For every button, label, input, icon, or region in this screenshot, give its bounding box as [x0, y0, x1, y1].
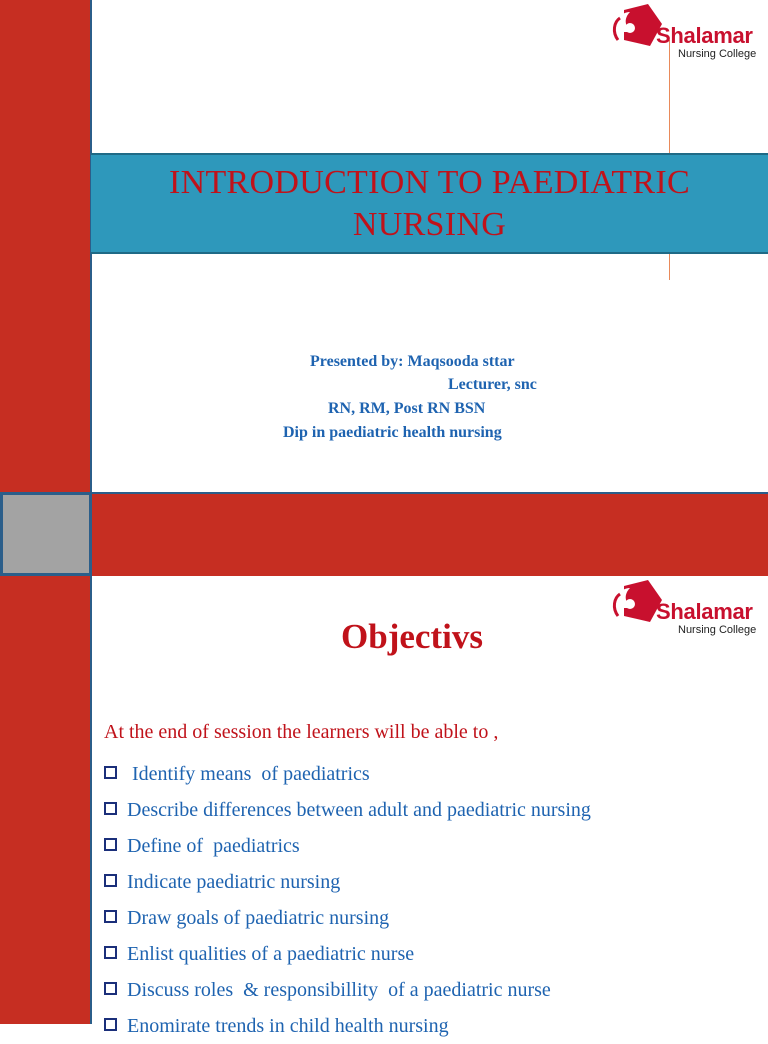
left-red-bar	[0, 576, 90, 1024]
list-item	[104, 792, 591, 828]
slide-title: Objectivs	[341, 617, 483, 656]
logo-name: Shalamar	[656, 23, 753, 48]
objective-text: Enomirate trends in child health nursing	[127, 1014, 449, 1037]
list-item	[104, 864, 591, 900]
slide-title-line-2: NURSING	[352, 205, 507, 243]
checkbox-bullet-icon	[104, 802, 117, 815]
title-box	[91, 153, 768, 254]
objectives-list	[104, 756, 591, 1044]
left-red-bar	[0, 0, 90, 492]
list-item	[104, 936, 591, 972]
presenter-diploma: Dip in paediatric health nursing	[283, 424, 502, 441]
logo-subtitle: Nursing College	[678, 48, 757, 60]
checkbox-bullet-icon	[104, 982, 117, 995]
objective-text: Indicate paediatric nursing	[127, 870, 341, 893]
slide-2	[0, 576, 768, 1037]
list-item	[104, 828, 591, 864]
list-item	[104, 756, 591, 792]
college-logo	[610, 2, 768, 62]
checkbox-bullet-icon	[104, 1018, 117, 1031]
checkbox-bullet-icon	[104, 838, 117, 851]
corner-gray-square	[0, 492, 92, 576]
objective-text: Enlist qualities of a paediatric nurse	[127, 942, 415, 965]
checkbox-bullet-icon	[104, 910, 117, 923]
objective-text: Discuss roles & responsibillity of a paediatric nurse	[127, 978, 551, 1001]
logo-name: Shalamar	[656, 599, 753, 624]
list-item	[104, 1008, 591, 1044]
list-item	[104, 972, 591, 1008]
checkbox-bullet-icon	[104, 946, 117, 959]
presenter-role: Lecturer, snc	[448, 376, 537, 393]
objective-text: Define of paediatrics	[127, 834, 300, 857]
objective-text: Describe differences between adult and paediatric nursing	[127, 798, 591, 821]
objective-text: Identify means of paediatrics	[127, 762, 370, 785]
list-item	[104, 900, 591, 936]
slide-title-line-1: INTRODUCTION TO PAEDIATRIC	[169, 163, 690, 201]
objective-text: Draw goals of paediatric nursing	[127, 906, 390, 929]
bottom-red-bar	[92, 492, 768, 576]
presenter-name: Presented by: Maqsooda sttar	[310, 353, 515, 370]
objectives-intro: At the end of session the learners will be able to ,	[104, 721, 499, 743]
checkbox-bullet-icon	[104, 766, 117, 779]
checkbox-bullet-icon	[104, 874, 117, 887]
presenter-credentials: RN, RM, Post RN BSN	[328, 400, 486, 417]
logo-subtitle: Nursing College	[678, 624, 757, 636]
